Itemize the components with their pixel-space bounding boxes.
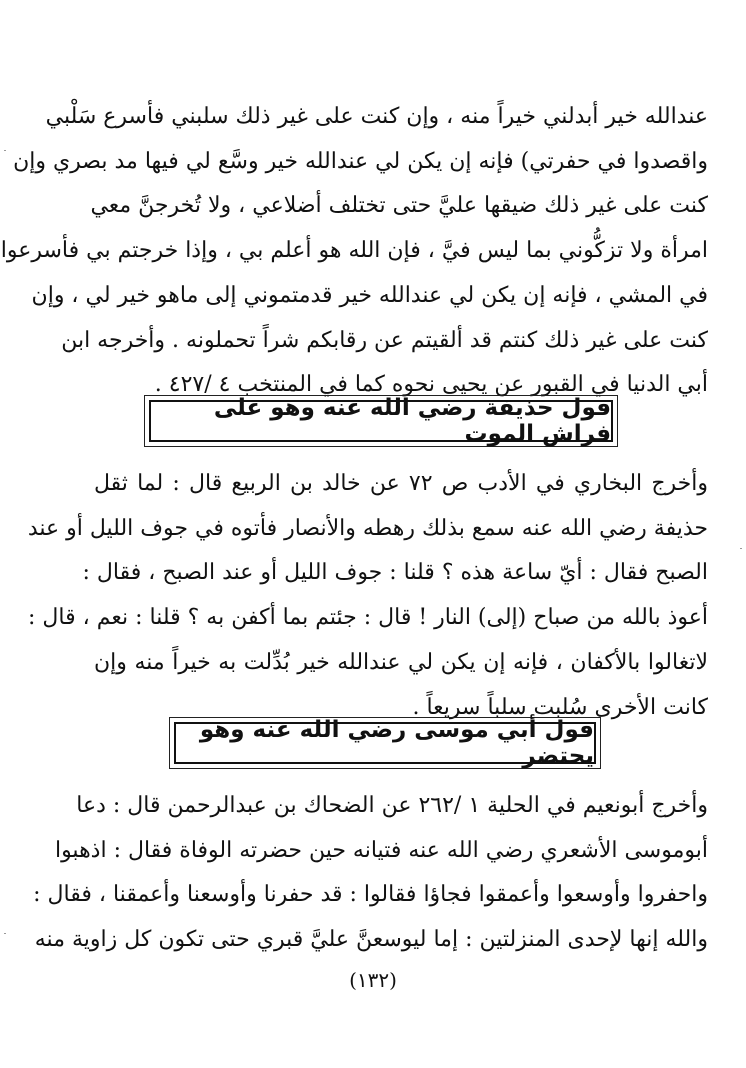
text-line: في المشي ، فإنه إن يكن لي عندالله خير قدمتموني إلى ماهو خير لي ، وإن bbox=[31, 282, 708, 308]
scan-speck bbox=[4, 150, 6, 151]
text-line: أعوذ بالله من صباح (إلى) النار ! قال : جئتم بما أكفن به ؟ قلنا : نعم ، قال : bbox=[28, 605, 708, 631]
text-line: واحفروا وأوسعوا وأعمقوا فجاؤا فقالوا : قد حفرنا وأوسعنا وأعمقنا ، فقال : bbox=[33, 882, 708, 908]
scan-speck bbox=[740, 548, 742, 549]
text-line: لاتغالوا بالأكفان ، فإنه إن يكن لي عندالله خير بُدِّلت به خيراً منه وإن bbox=[94, 649, 708, 675]
text-line: كنت على غير ذلك ضيقها عليَّ حتى تختلف أضلاعي ، ولا تُخرجنَّ معي bbox=[90, 193, 708, 219]
text-line: والله إنها لإحدى المنزلتين : إما ليوسعنَّ عليَّ قبري حتى تكون كل زاوية منه bbox=[34, 927, 708, 953]
paragraph-continuation bbox=[0, 95, 708, 408]
text-line: امرأة ولا تزكُّوني بما ليس فيَّ ، فإن الله هو أعلم بي ، وإذا خرجتم بي فأسرعوا bbox=[0, 238, 708, 264]
text-line: عندالله خير أبدلني خيراً منه ، وإن كنت على غير ذلك سلبني فأسرع سَلْبي bbox=[45, 104, 708, 129]
text-line: واقصدوا في حفرتي) فإنه إن يكن لي عندالله خير وسَّع لي فيها مد بصري وإن bbox=[13, 148, 708, 174]
scan-speck bbox=[4, 933, 6, 934]
page-number: (١٣٢) bbox=[349, 968, 397, 992]
text-line: أبوموسى الأشعري رضي الله عنه فتيانه حين حضرته الوفاة فقال : اذهبوا bbox=[54, 837, 708, 863]
text-line: أبي الدنيا في القبور عن يحيى نحوه كما في المنتخب ٤ /٤٢٧ . bbox=[154, 372, 708, 398]
text-line: وأخرج البخاري في الأدب ص ٧٢ عن خالد بن الربيع قال : لما ثقل bbox=[94, 471, 708, 496]
section-heading-abu-musa bbox=[169, 717, 601, 769]
text-line: وأخرج أبونعيم في الحلية ١ /٢٦٢ عن الضحاك بن عبدالرحمن قال : دعا bbox=[76, 793, 708, 818]
text-line: الصبح فقال : أيّ ساعة هذه ؟ قلنا : جوف الليل أو عند الصبح ، فقال : bbox=[82, 560, 708, 586]
text-line: كانت الأخرى سُلبت سلباً سريعاً . bbox=[412, 694, 708, 720]
paragraph-hudhayfa bbox=[27, 462, 708, 730]
text-line: حذيفة رضي الله عنه سمع بذلك رهطه والأنصار فأتوه في جوف الليل أو عند bbox=[27, 515, 708, 541]
paragraph-abu-musa bbox=[33, 784, 708, 963]
section-heading-hudhayfa bbox=[144, 395, 618, 447]
section-heading-text: قول حذيفة رضي الله عنه وهو على فراش الموت bbox=[149, 400, 613, 442]
section-heading-text: قول أبي موسى رضي الله عنه وهو يحتضر bbox=[174, 722, 596, 764]
text-line: كنت على غير ذلك كنتم قد ألقيتم عن رقابكم شراً تحملونه . وأخرجه ابن bbox=[61, 327, 708, 353]
